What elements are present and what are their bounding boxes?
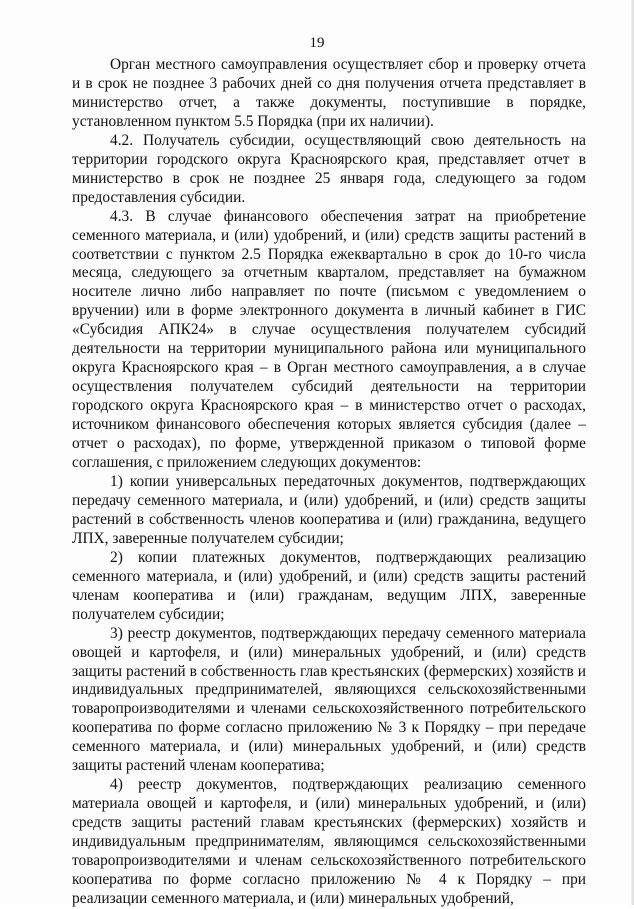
list-item-2: 2) копии платежных документов, подтверждающих реализацию семенного материала, и (или) удобрений, и (или) средств защиты растений членам кооператива и (или) гражданам, ведущим ЛПХ, заверенные получателем субсидии; bbox=[72, 548, 586, 623]
paragraph-report-collection: Орган местного самоуправления осуществляет сбор и проверку отчета и в срок не позднее 3 рабочих дней со дня получения отчета представляет в министерство отчет, а также документы, поступившие в порядке, установленном пунктом 5.5 Порядка (при их наличии). bbox=[72, 56, 586, 130]
paragraph-4-2: 4.2. Получатель субсидии, осуществляющий свою деятельность на территории городского округа Красноярского края, представляет отчет в министерство в срок не позднее 25 января года, следующего за годом предоставления субсидии. bbox=[72, 131, 586, 206]
page-number: 19 bbox=[309, 35, 325, 51]
document-body bbox=[72, 56, 586, 909]
paragraph-4-3: 4.3. В случае финансового обеспечения затрат на приобретение семенного материала, и (или) удобрений, и (или) средств защиты растений в соответствии с пунктом 2.5 Порядка ежеквартально в срок до 10-го числа месяца, следующего за отчетным кварталом, представляет на бумажном носителе лично либо направляет по почте (письмом с уведомлением о вручении) или в форме электронного документа в личный кабинет в ГИС «Субсидия АПК24» в случае осуществления получателем субсидий деятельности на территории муниципального района или муниципального округа Красноярского края – в Орган местного самоуправления, а в случае осуществления получателем субсидий деятельности на территории городского округа Красноярского края – в министерство отчет о расходах, источником финансового обеспечения которых является субсидия (далее – отчет о расходах), по форме, утвержденной приказом о типовой форме соглашения, с приложением следующих документов: bbox=[72, 207, 586, 472]
list-item-3: 3) реестр документов, подтверждающих передачу семенного материала овощей и картофеля, и (или) минеральных удобрений, и (или) средств защиты растений в собственность глав крестьянских (фермерских) хозяйств и индивидуальных предпринимателей, являющихся сельскохозяйственными товаропроизводителями и членами сельскохозяйственного потребительского кооператива по форме согласно приложению № 3 к Порядку – при передаче семенного материала, и (или) минеральных удобрений, и (или) средств защиты растений членам кооператива; bbox=[72, 624, 586, 775]
list-item-4: 4) реестр документов, подтверждающих реализацию семенного материала овощей и картофеля, и (или) минеральных удобрений, и (или) средств защиты растений главам крестьянских (фермерских) хозяйств и индивидуальным предпринимателям, являющимся сельскохозяйственными товаропроизводителями и членам сельскохозяйственного потребительского кооператива по форме согласно приложению № 4 к Порядку – при реализации семенного материала, и (или) минеральных удобрений, bbox=[72, 776, 586, 907]
list-item-1: 1) копии универсальных передаточных документов, подтверждающих передачу семенного материала, и (или) удобрений, и (или) средств защиты растений в собственность членов кооператива и (или) гражданина, ведущего ЛПХ, заверенные получателем субсидии; bbox=[72, 472, 586, 547]
